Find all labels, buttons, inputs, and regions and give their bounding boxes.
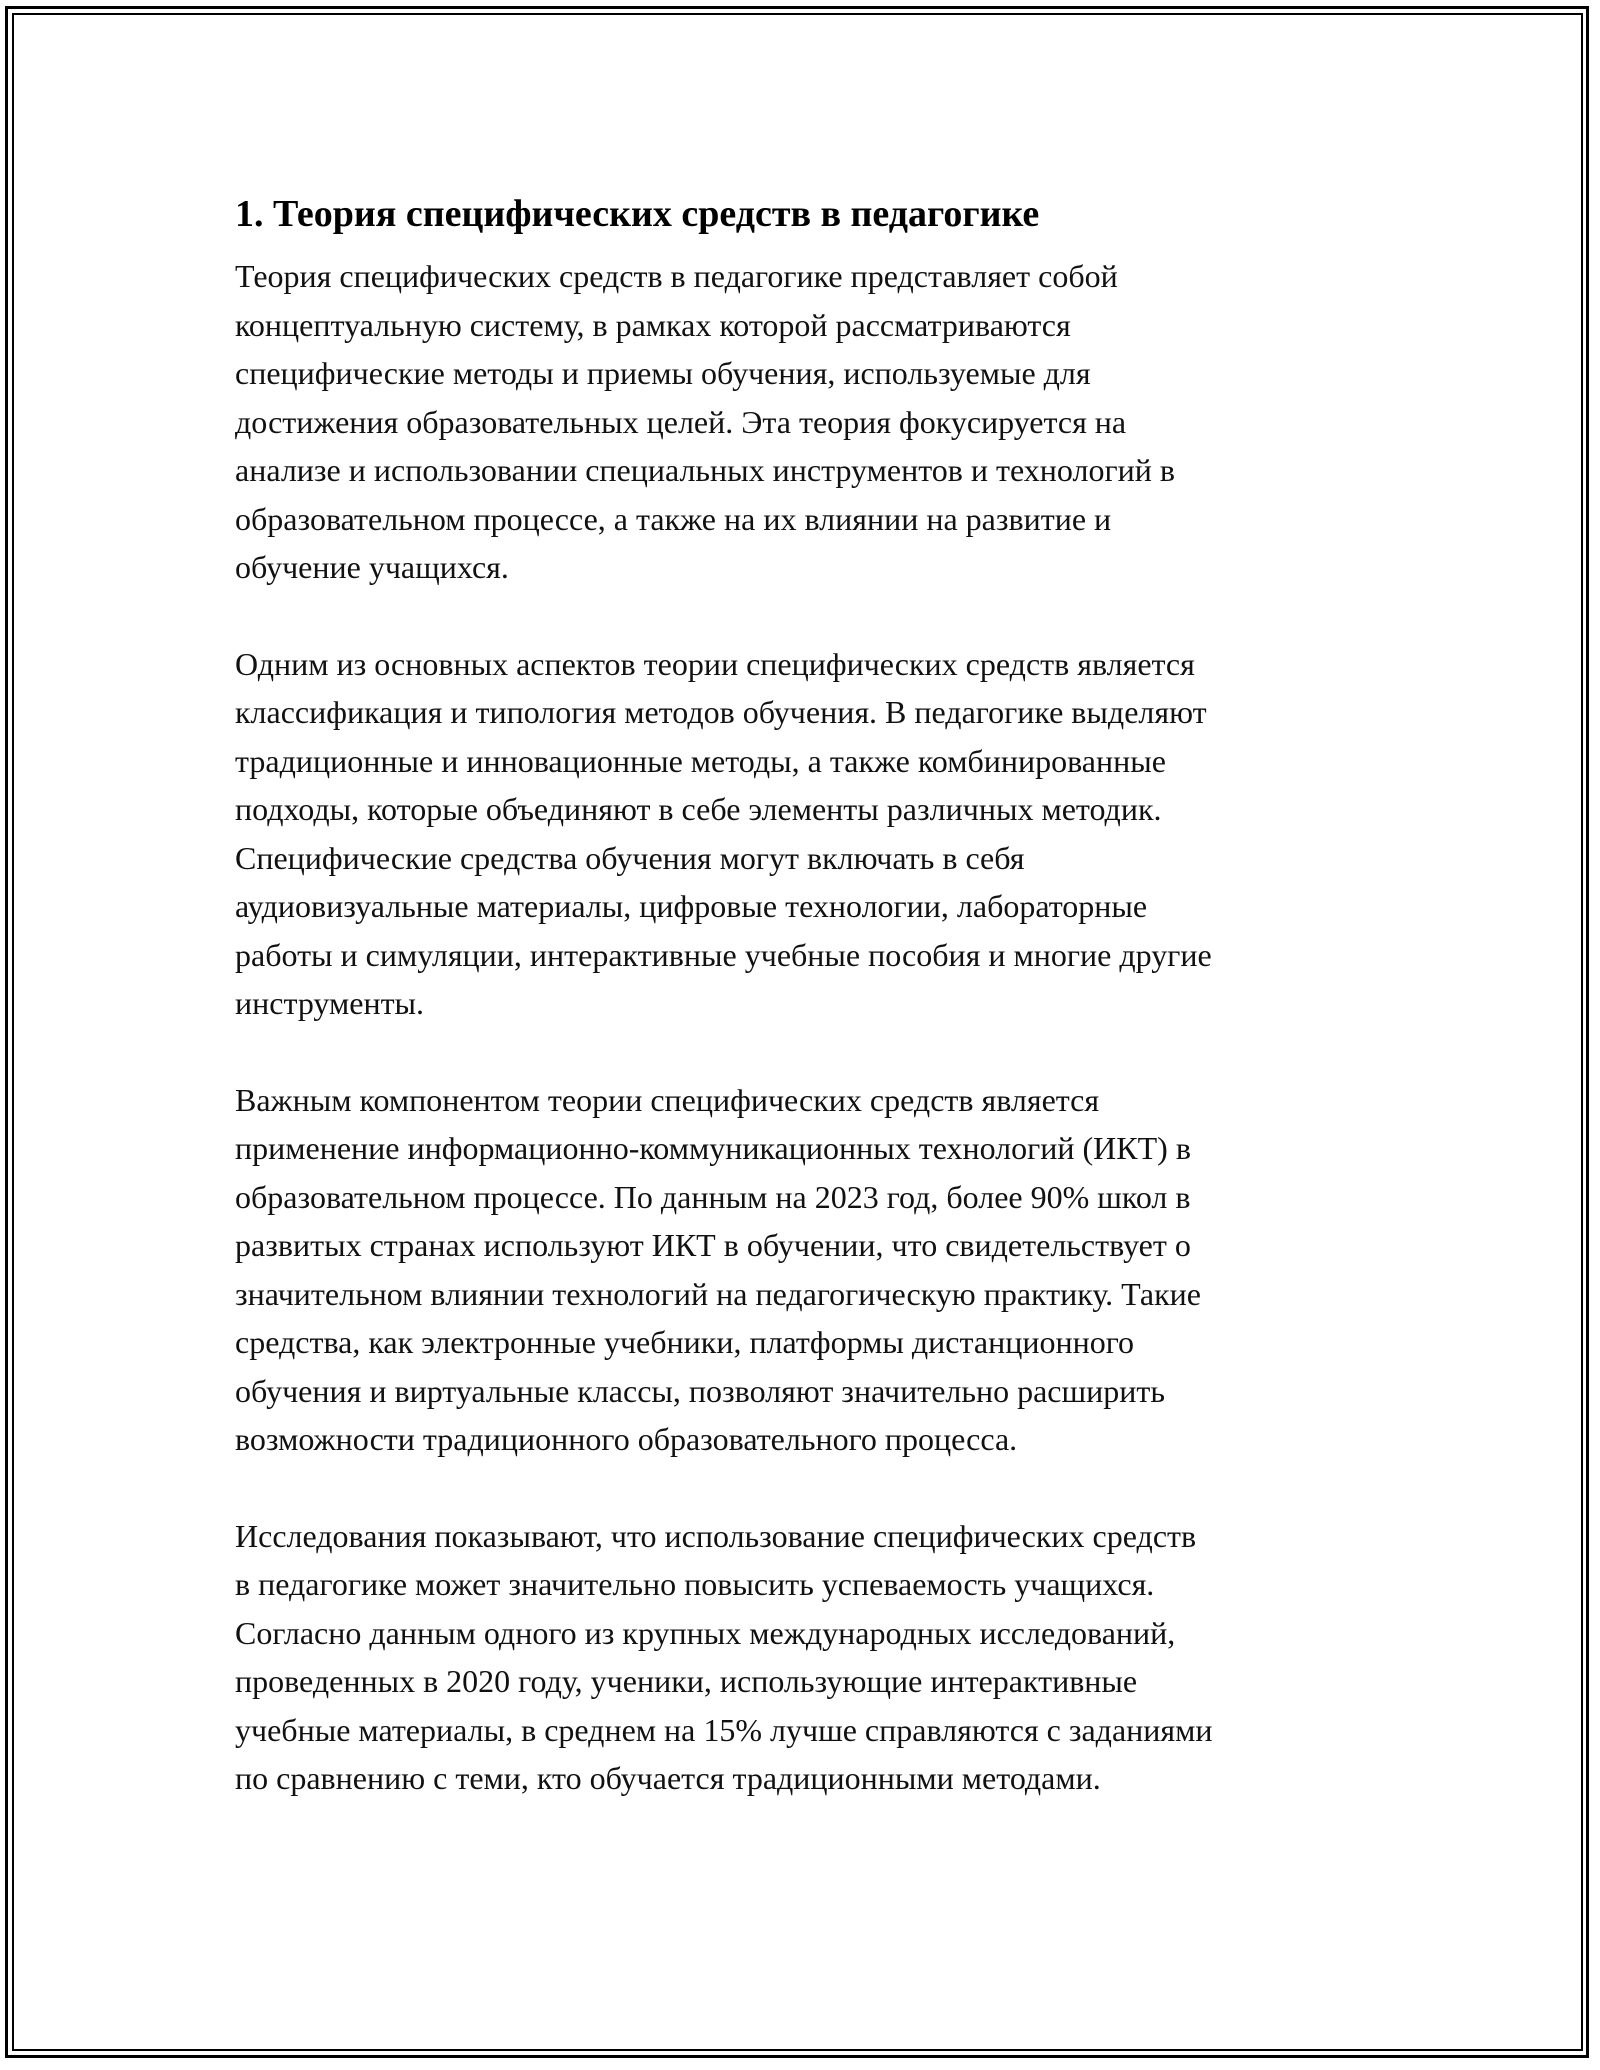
paragraph-4: Исследования показывают, что использование специфических средств в педагогике может значительно повысить успеваемость учащихся. Согласно данным одного из крупных международных исследований, проведенных в 2020 году, ученики, использующие интерактивные учебные материалы, в среднем на 15% лучше справляются с заданиями по сравнению с теми, кто обучается традиционными методами.	[235, 1517, 1213, 1796]
paragraph-1: Теория специфических средств в педагогике представляет собой концептуальную систему, в рамках которой рассматриваются специфические методы и приемы обучения, используемые для достижения образовательных целей. Эта теория фокусируется на анализе и использовании специальных инструментов и технологий в образовательном процессе, а также на их влиянии на развитие и обучение учащихся.	[235, 258, 1175, 585]
section-heading: 1. Теория специфических средств в педагогике	[235, 193, 1040, 235]
paragraph-3: Важным компонентом теории специфических средств является применение информационно-коммуникационных технологий (ИКТ) в образовательном процессе. По данным на 2023 год, более 90% школ в развитых странах используют ИКТ в обучении, что свидетельствует о значительном влиянии технологий на педагогическую практику. Такие средства, как электронные учебники, платформы дистанционного обучения и виртуальные классы, позволяют значительно расширить возможности традиционного образовательного процесса.	[235, 1081, 1201, 1457]
document-body	[235, 186, 1375, 1851]
paragraph-2: Одним из основных аспектов теории специфических средств является классификация и типология методов обучения. В педагогике выделяют традиционные и инновационные методы, а также комбинированные подходы, которые объединяют в себе элементы различных методик. Специфические средства обучения могут включать в себя аудиовизуальные материалы, цифровые технологии, лабораторные работы и симуляции, интерактивные учебные пособия и многие другие инструменты.	[235, 645, 1212, 1021]
